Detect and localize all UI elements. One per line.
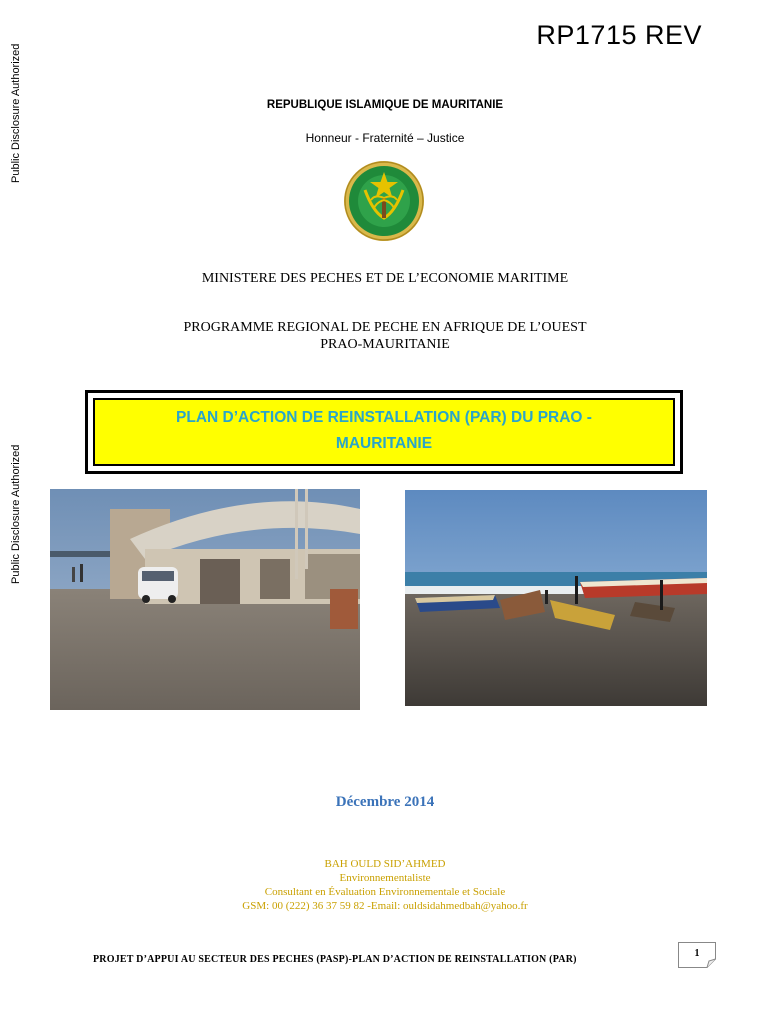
page-footer: PROJET D’APPUI AU SECTEUR DES PECHES (PASP)-PLAN D’ACTION DE REINSTALLATION (PAR) (93, 954, 577, 965)
document-date: Décembre 2014 (335, 794, 435, 810)
program-name-line1: PROGRAMME REGIONAL DE PECHE EN AFRIQUE DE L’OUEST (183, 320, 587, 335)
author-role: Environnementaliste (339, 872, 431, 884)
document-title-frame (85, 390, 683, 474)
document-title-line2: MAURITANIE (335, 435, 433, 452)
document-title-box (93, 398, 675, 466)
ministry-name: MINISTERE DES PECHES ET DE L’ECONOMIE MARITIME (201, 271, 569, 286)
national-seal-emblem (343, 160, 425, 242)
country-heading: REPUBLIQUE ISLAMIQUE DE MAURITANIE (266, 99, 504, 111)
author-name: BAH OULD SID’AHMED (324, 858, 446, 870)
disclosure-label-middle: Public Disclosure Authorized (10, 444, 22, 584)
national-motto: Honneur - Fraternité – Justice (305, 131, 465, 145)
disclosure-label-top: Public Disclosure Authorized (10, 43, 22, 183)
document-title-line1: PLAN D’ACTION DE REINSTALLATION (PAR) DU PRAO - (176, 409, 592, 426)
photo-beach-pirogues (405, 490, 707, 706)
report-id: RP1715 REV (536, 20, 702, 50)
author-contact: GSM: 00 (222) 36 37 59 82 -Email: ouldsidahmedbah@yahoo.fr (242, 900, 528, 912)
author-title: Consultant en Évaluation Environnementale et Sociale (264, 886, 506, 898)
program-name-line2: PRAO-MAURITANIE (320, 337, 450, 352)
photo-fishing-port (50, 489, 360, 710)
page-number: 1 (694, 948, 700, 959)
